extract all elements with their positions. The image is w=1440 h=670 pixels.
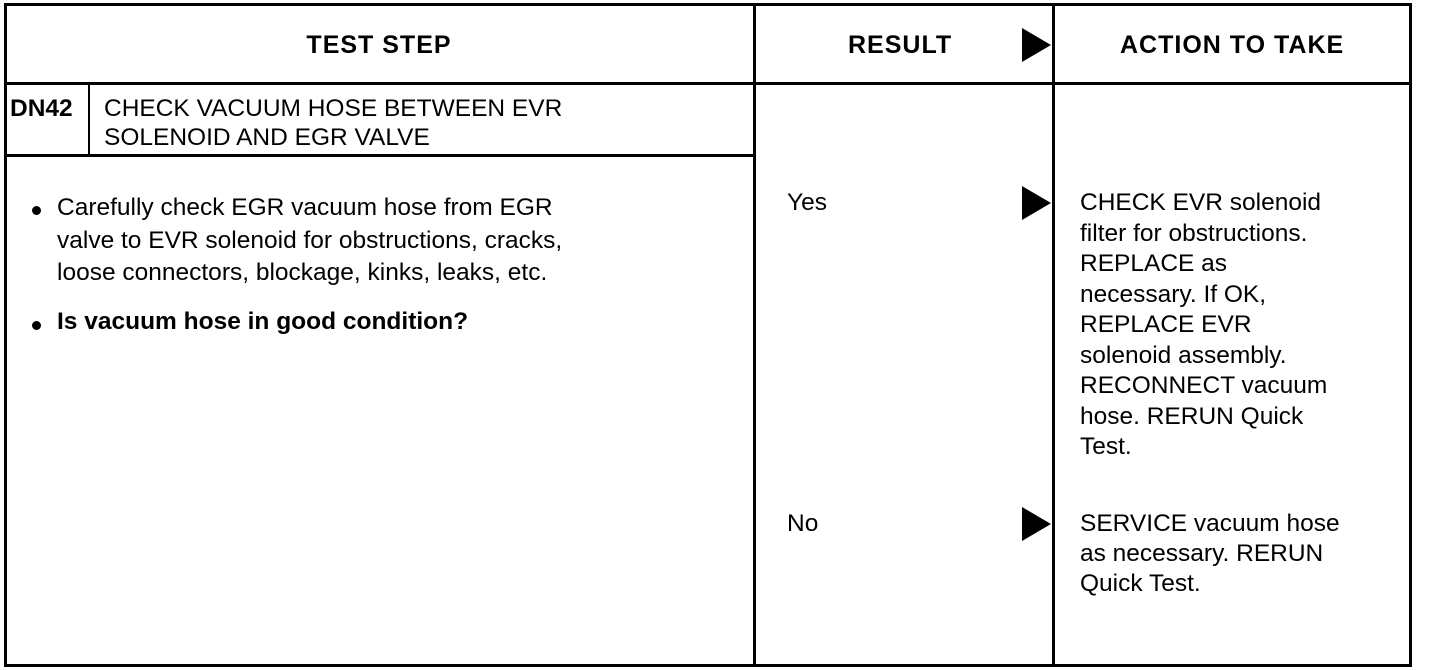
action-yes-line: CHECK EVR solenoid <box>1080 189 1322 216</box>
action-yes-line: necessary. If OK, <box>1080 281 1267 308</box>
header-action-to-take: ACTION TO TAKE <box>1120 31 1345 59</box>
header-result: RESULT <box>848 31 953 59</box>
action-yes-line: REPLACE EVR <box>1080 311 1252 338</box>
action-no-line: Quick Test. <box>1080 570 1201 597</box>
bullet-icon <box>32 321 41 330</box>
action-no-line: SERVICE vacuum hose <box>1080 510 1340 537</box>
question-text: Is vacuum hose in good condition? <box>57 308 469 335</box>
action-no-line: as necessary. RERUN <box>1080 540 1324 567</box>
header-rule <box>4 82 1412 85</box>
result-yes-arrow-icon <box>1022 186 1051 220</box>
table-border-top <box>4 3 1412 6</box>
instruction-line-3: loose connectors, blockage, kinks, leaks, etc. <box>57 259 548 286</box>
divider-result-action <box>1052 3 1055 667</box>
action-yes-line: hose. RERUN Quick <box>1080 403 1304 430</box>
step-title-line-2: SOLENOID AND EGR VALVE <box>104 124 430 151</box>
bullet-icon <box>32 206 41 215</box>
step-title-rule <box>4 154 756 157</box>
action-yes-line: Test. <box>1080 433 1132 460</box>
table-border-right <box>1409 3 1412 667</box>
divider-teststep-result <box>753 3 756 667</box>
action-yes-line: filter for obstructions. <box>1080 220 1308 247</box>
header-test-step: TEST STEP <box>306 31 452 59</box>
table-border-bottom <box>4 664 1412 667</box>
result-no-arrow-icon <box>1022 507 1051 541</box>
step-code-divider <box>88 84 90 156</box>
table-border-left <box>4 3 7 667</box>
result-no-label: No <box>787 510 819 537</box>
action-yes-line: REPLACE as <box>1080 250 1228 277</box>
instruction-line-2: valve to EVR solenoid for obstructions, cracks, <box>57 227 563 254</box>
result-yes-label: Yes <box>787 189 827 216</box>
action-yes-line: solenoid assembly. <box>1080 342 1287 369</box>
step-code: DN42 <box>10 95 73 122</box>
action-yes-line: RECONNECT vacuum <box>1080 372 1328 399</box>
header-arrow-icon <box>1022 28 1051 62</box>
step-title-line-1: CHECK VACUUM HOSE BETWEEN EVR <box>104 95 563 122</box>
instruction-line-1: Carefully check EGR vacuum hose from EGR <box>57 194 553 221</box>
